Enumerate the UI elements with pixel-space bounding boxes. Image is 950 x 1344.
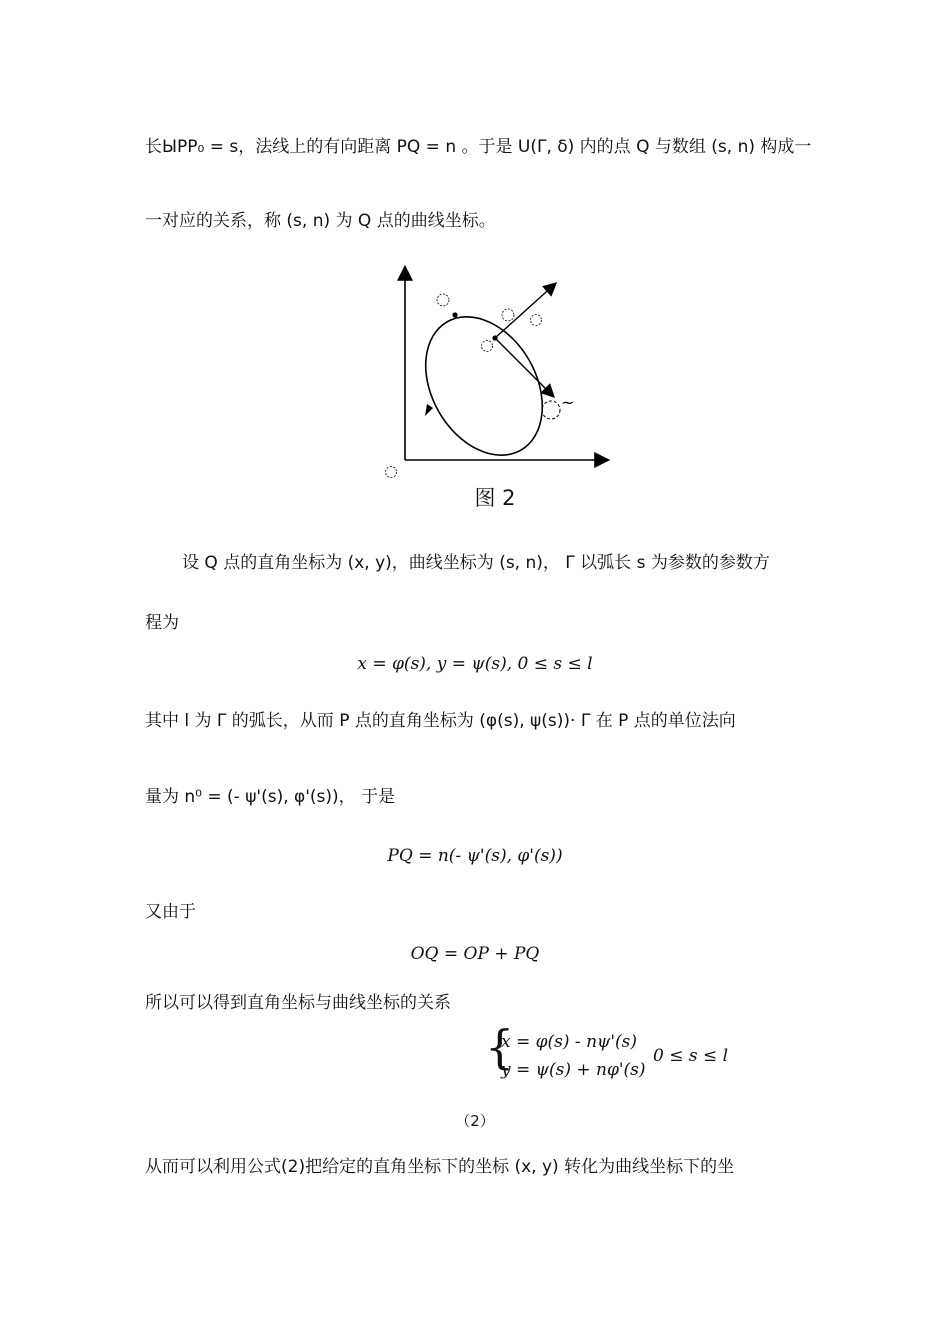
curve-gamma: [402, 296, 566, 476]
paragraph-3-line-1: 其中 l 为 Γ 的弧长，从而 P 点的直角坐标为 (φ(s), ψ(s))· Γ 在 P 点的单位法向: [145, 711, 736, 731]
figure-2-diagram: [375, 258, 625, 488]
figure-tilde-label: ~: [561, 393, 575, 412]
paragraph-6: 从而可以利用公式(2)把给定的直角坐标下的坐标 (x, y) 转化为曲线坐标下的坐: [145, 1157, 735, 1177]
normal-line: [495, 338, 553, 396]
paragraph-3-line-2: 量为 n⁰ = (- ψ'(s), φ'(s))， 于是: [145, 787, 396, 807]
system-brace: {: [485, 1020, 515, 1074]
equation-parametric: x = φ(s), y = ψ(s), 0 ≤ s ≤ l: [357, 654, 593, 674]
label-circle-near-p: [482, 341, 493, 352]
equation-number: （2）: [455, 1112, 495, 1130]
paragraph-2-line-2: 程为: [145, 613, 179, 633]
label-circle-tangent-2: [531, 315, 542, 326]
equation-pq: PQ = n(- ψ'(s), φ'(s)): [387, 846, 563, 866]
curve-direction-arrow: [425, 404, 433, 416]
system-row-1: x = φ(s) - nψ'(s): [501, 1032, 638, 1052]
label-circle-q: [542, 401, 560, 419]
label-circle-top-left: [437, 294, 449, 306]
equation-oq: OQ = OP + PQ: [410, 944, 540, 964]
system-row-2: y = ψ(s) + nφ'(s): [501, 1060, 646, 1080]
paragraph-2-line-1: 设 Q 点的直角坐标为 (x, y)，曲线坐标为 (s, n)， Γ 以弧长 s 为参数的参数方: [182, 553, 770, 573]
figure-caption: 图 2: [474, 486, 516, 510]
paragraph-1-line-2: 一对应的关系，称 (s, n) 为 Q 点的曲线坐标。: [145, 211, 496, 231]
paragraph-4: 又由于: [145, 902, 196, 922]
paragraph-1-line-1: 长ЫPP₀ = s，法线上的有向距离 PQ = n 。于是 U(Γ, δ) 内的点 Q 与数组 (s, n) 构成一: [145, 137, 812, 157]
label-circle-tangent-1: [502, 309, 514, 321]
system-condition: 0 ≤ s ≤ l: [653, 1046, 729, 1066]
label-circle-origin: [386, 467, 397, 478]
point-on-curve-top: [452, 312, 457, 317]
paragraph-5: 所以可以得到直角坐标与曲线坐标的关系: [145, 993, 451, 1013]
